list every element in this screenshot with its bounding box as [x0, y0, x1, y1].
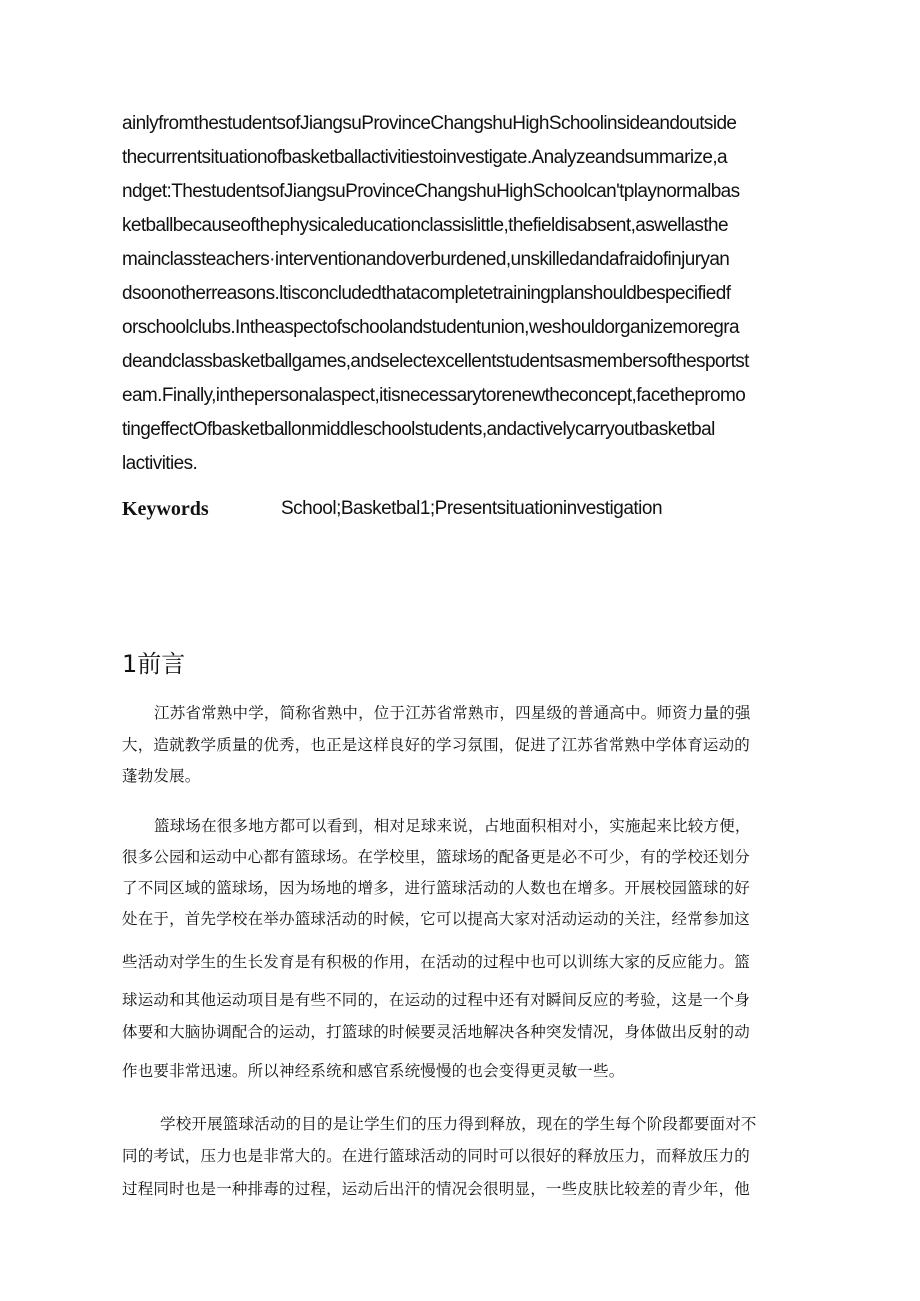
keywords-label: Keywords	[122, 498, 209, 520]
abstract-line: ainlyfromthestudentsofJiangsuProvinceChangshuHighSchoolinsideandoutside	[122, 113, 737, 134]
paragraph-line: 同的考试，压力也是非常大的。在进行篮球活动的同时可以很好的释放压力，而释放压力的	[122, 1147, 751, 1165]
abstract-line: orschoolclubs.Intheaspectofschoolandstudentunion,weshouldorganizemoregra	[122, 317, 739, 338]
paragraph-line: 作也要非常迅速。所以神经系统和感官系统慢慢的也会变得更灵敏一些。	[122, 1062, 625, 1080]
abstract-line: mainclassteachers·interventionandoverburdened,unskilledandafraidofinjuryan	[122, 249, 730, 270]
paragraph-line: 体要和大脑协调配合的运动，打篮球的时候要灵活地解决各种突发情况，身体做出反射的动	[122, 1023, 751, 1041]
abstract-line: ndget:ThestudentsofJiangsuProvinceChangshuHighSchoolcan'tplaynormalbas	[122, 181, 740, 202]
paragraph-line: 球运动和其他运动项目是有些不同的，在运动的过程中还有对瞬间反应的考验，这是一个身	[122, 991, 751, 1009]
abstract-line: thecurrentsituationofbasketballactivitiestoinvestigate.Analyzeandsummarize,a	[122, 147, 727, 168]
paragraph-line: 学校开展篮球活动的目的是让学生们的压力得到释放，现在的学生每个阶段都要面对不	[160, 1115, 757, 1133]
paragraph-line: 蓬勃发展。	[122, 767, 201, 785]
paragraph-line: 过程同时也是一种排毒的过程，运动后出汗的情况会很明显，一些皮肤比较差的青少年，他	[122, 1180, 751, 1198]
paragraph-line: 处在于，首先学校在举办篮球活动的时候，它可以提高大家对活动运动的关注，经常参加这	[122, 910, 751, 928]
paragraph-line: 很多公园和运动中心都有篮球场。在学校里，篮球场的配备更是必不可少，有的学校还划分	[122, 848, 751, 866]
paragraph-line: 些活动对学生的生长发育是有积极的作用，在活动的过程中也可以训练大家的反应能力。篮	[122, 953, 751, 971]
abstract-line: ketballbecauseofthephysicaleducationclassislittle,thefieldisabsent,aswellasthe	[122, 215, 728, 236]
section-heading: 1前言	[122, 650, 186, 678]
paragraph-line: 大，造就教学质量的优秀，也正是这样良好的学习氛围，促进了江苏省常熟中学体育运动的	[122, 736, 751, 754]
abstract-line: dsoonotherreasons.ltisconcludedthatacompletetrainingplanshouldbespecifiedf	[122, 283, 731, 304]
abstract-line: tingeffectOfbasketballonmiddleschoolstudents,andactivelycarryoutbasketbal	[122, 419, 715, 440]
keywords-text: School;Basketbal1;Presentsituationinvestigation	[281, 498, 663, 519]
paragraph-line: 篮球场在很多地方都可以看到，相对足球来说，占地面积相对小，实施起来比较方便，	[154, 817, 751, 835]
paragraph-line: 江苏省常熟中学，简称省熟中，位于江苏省常熟市，四星级的普通高中。师资力量的强	[154, 704, 751, 722]
abstract-line: lactivities.	[122, 453, 198, 474]
abstract-line: eam.Finally,inthepersonalaspect,itisnecessarytorenewtheconcept,facethepromo	[122, 385, 746, 406]
paragraph-line: 了不同区域的篮球场，因为场地的增多，进行篮球活动的人数也在增多。开展校园篮球的好	[122, 879, 751, 897]
abstract-line: deandclassbasketballgames,andselectexcellentstudentsasmembersofthesportst	[122, 351, 749, 372]
